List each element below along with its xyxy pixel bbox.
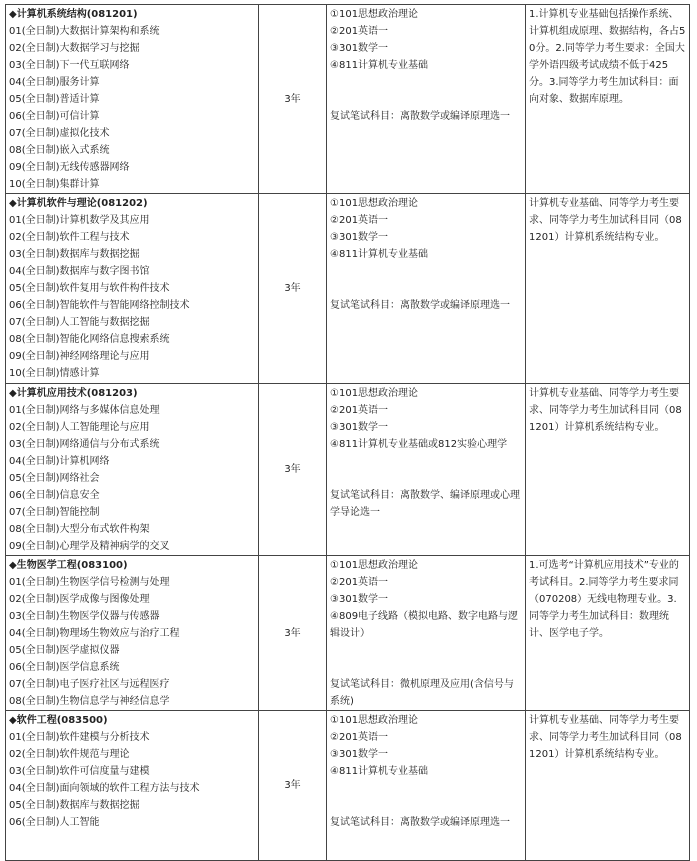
exam-subject: ④811计算机专业基础 <box>330 766 429 777</box>
exam-subject: ③301数学一 <box>330 232 389 243</box>
exam-subject-list <box>330 385 522 453</box>
notes-cell <box>526 194 690 384</box>
exam-subject: ④809电子线路（模拟电路、数字电路与逻辑设计） <box>330 611 519 639</box>
direction-item: 10(全日制)集群计算 <box>9 179 100 190</box>
study-years: 3年 <box>259 194 327 384</box>
direction-item: 02(全日制)人工智能理论与应用 <box>9 422 150 433</box>
direction-list <box>9 23 255 193</box>
retest-subjects: 复试笔试科目：离散数学或编译原理选一 <box>330 111 510 122</box>
program-row <box>6 384 690 556</box>
notes-cell <box>526 711 690 861</box>
exam-subject-list <box>330 712 522 780</box>
exam-gap <box>330 263 522 297</box>
direction-item: 09(全日制)无线传感器网络 <box>9 162 130 173</box>
direction-item: 05(全日制)软件复用与软件构件技术 <box>9 283 170 294</box>
exam-subject: ③301数学一 <box>330 594 389 605</box>
program-note: 1.可选考“计算机应用技术”专业的考试科目。2.同等学力考生要求同（070208）无线电物理专业。3.同等学力考生加试科目：数理统计、医学电子学。 <box>529 560 679 639</box>
program-row <box>6 556 690 711</box>
exam-subject-list <box>330 195 522 263</box>
retest-subjects: 复试笔试科目：离散数学或编译原理选一 <box>330 817 510 828</box>
direction-item: 01(全日制)网络与多媒体信息处理 <box>9 405 160 416</box>
program-row <box>6 194 690 384</box>
exam-subject: ③301数学一 <box>330 43 389 54</box>
study-years: 3年 <box>259 556 327 711</box>
direction-item: 01(全日制)计算机数学及其应用 <box>9 215 150 226</box>
notes-cell <box>526 5 690 194</box>
direction-item: 08(全日制)大型分布式软件构架 <box>9 524 150 535</box>
program-cell <box>6 5 259 194</box>
program-cell <box>6 194 259 384</box>
exam-subject: ④811计算机专业基础 <box>330 249 429 260</box>
retest-subjects: 复试笔试科目：离散数学、编译原理或心理学导论选一 <box>330 490 520 518</box>
program-title: ◆软件工程(083500) <box>9 715 108 726</box>
direction-item: 08(全日制)嵌入式系统 <box>9 145 110 156</box>
program-title: ◆计算机软件与理论(081202) <box>9 198 148 209</box>
direction-item: 06(全日制)医学信息系统 <box>9 662 120 673</box>
direction-item: 04(全日制)计算机网络 <box>9 456 110 467</box>
direction-list <box>9 729 255 831</box>
program-cell <box>6 711 259 861</box>
exam-subject: ①101思想政治理论 <box>330 9 419 20</box>
direction-item: 09(全日制)神经网络理论与应用 <box>9 351 150 362</box>
exam-gap <box>330 453 522 487</box>
exam-subjects-cell <box>327 384 526 556</box>
direction-item: 04(全日制)物理场生物效应与治疗工程 <box>9 628 180 639</box>
direction-item: 05(全日制)普适计算 <box>9 94 100 105</box>
program-title: ◆计算机应用技术(081203) <box>9 388 138 399</box>
direction-item: 05(全日制)医学虚拟仪器 <box>9 645 120 656</box>
program-note: 计算机专业基础、同等学力考生要求、同等学力考生加试科目同（081201）计算机系统结构专业。 <box>529 715 682 760</box>
direction-item: 05(全日制)网络社会 <box>9 473 100 484</box>
direction-item: 07(全日制)虚拟化技术 <box>9 128 110 139</box>
exam-subjects-cell <box>327 711 526 861</box>
program-row <box>6 711 690 861</box>
exam-subject: ①101思想政治理论 <box>330 388 419 399</box>
program-row <box>6 5 690 194</box>
direction-item: 10(全日制)情感计算 <box>9 368 100 379</box>
direction-item: 03(全日制)软件可信度量与建模 <box>9 766 150 777</box>
exam-subject: ②201英语一 <box>330 215 389 226</box>
exam-subject: ①101思想政治理论 <box>330 560 419 571</box>
program-cell <box>6 384 259 556</box>
program-note: 计算机专业基础、同等学力考生要求、同等学力考生加试科目同（081201）计算机系统结构专业。 <box>529 198 682 243</box>
program-note: 计算机专业基础、同等学力考生要求、同等学力考生加试科目同（081201）计算机系统结构专业。 <box>529 388 682 433</box>
exam-subjects-cell <box>327 194 526 384</box>
direction-item: 04(全日制)面向领域的软件工程方法与技术 <box>9 783 200 794</box>
direction-list <box>9 574 255 710</box>
direction-item: 09(全日制)心理学及精神病学的交叉 <box>9 541 170 552</box>
study-years: 3年 <box>259 5 327 194</box>
direction-item: 02(全日制)大数据学习与挖掘 <box>9 43 140 54</box>
exam-subject: ④811计算机专业基础 <box>330 60 429 71</box>
direction-item: 06(全日制)可信计算 <box>9 111 100 122</box>
program-title: ◆计算机系统结构(081201) <box>9 9 138 20</box>
notes-cell <box>526 556 690 711</box>
exam-subject: ②201英语一 <box>330 577 389 588</box>
exam-subject: ②201英语一 <box>330 26 389 37</box>
program-title: ◆生物医学工程(083100) <box>9 560 128 571</box>
exam-subject: ②201英语一 <box>330 405 389 416</box>
direction-item: 01(全日制)生物医学信号检测与处理 <box>9 577 170 588</box>
retest-subjects: 复试笔试科目：微机原理及应用(含信号与系统) <box>330 679 514 707</box>
exam-subject: ①101思想政治理论 <box>330 198 419 209</box>
exam-subject: ②201英语一 <box>330 732 389 743</box>
study-years: 3年 <box>259 711 327 861</box>
direction-item: 05(全日制)数据库与数据挖掘 <box>9 800 140 811</box>
direction-item: 01(全日制)软件建模与分析技术 <box>9 732 150 743</box>
direction-item: 02(全日制)软件工程与技术 <box>9 232 130 243</box>
notes-cell <box>526 384 690 556</box>
direction-item: 04(全日制)服务计算 <box>9 77 100 88</box>
direction-list <box>9 402 255 555</box>
direction-item: 03(全日制)下一代互联网络 <box>9 60 130 71</box>
direction-item: 02(全日制)软件规范与理论 <box>9 749 130 760</box>
exam-subject: ③301数学一 <box>330 422 389 433</box>
admissions-table <box>5 4 690 861</box>
direction-item: 04(全日制)数据库与数字图书馆 <box>9 266 150 277</box>
direction-item: 07(全日制)电子医疗社区与远程医疗 <box>9 679 170 690</box>
direction-item: 06(全日制)智能软件与智能网络控制技术 <box>9 300 190 311</box>
exam-gap <box>330 780 522 814</box>
direction-item: 08(全日制)智能化网络信息搜索系统 <box>9 334 170 345</box>
study-years: 3年 <box>259 384 327 556</box>
direction-item: 03(全日制)生物医学仪器与传感器 <box>9 611 160 622</box>
exam-subject-list <box>330 557 522 642</box>
exam-subject-list <box>330 6 522 74</box>
exam-subjects-cell <box>327 556 526 711</box>
direction-list <box>9 212 255 382</box>
exam-subject: ①101思想政治理论 <box>330 715 419 726</box>
direction-item: 07(全日制)智能控制 <box>9 507 100 518</box>
direction-item: 03(全日制)网络通信与分布式系统 <box>9 439 160 450</box>
direction-item: 01(全日制)大数据计算架构和系统 <box>9 26 160 37</box>
exam-gap <box>330 642 522 676</box>
exam-gap <box>330 74 522 108</box>
exam-subject: ④811计算机专业基础或812实验心理学 <box>330 439 508 450</box>
program-cell <box>6 556 259 711</box>
direction-item: 06(全日制)人工智能 <box>9 817 100 828</box>
direction-item: 08(全日制)生物信息学与神经信息学 <box>9 696 170 707</box>
direction-item: 06(全日制)信息安全 <box>9 490 100 501</box>
direction-item: 03(全日制)数据库与数据挖掘 <box>9 249 140 260</box>
exam-subject: ③301数学一 <box>330 749 389 760</box>
exam-subjects-cell <box>327 5 526 194</box>
direction-item: 02(全日制)医学成像与图像处理 <box>9 594 150 605</box>
direction-item: 07(全日制)人工智能与数据挖掘 <box>9 317 150 328</box>
program-note: 1.计算机专业基础包括操作系统、计算机组成原理、数据结构，各占50分。2.同等学力考生要求：全国大学外语四级考试成绩不低于425分。3.同等学力考生加试科目：面向对象、数据库原理。 <box>529 9 686 105</box>
retest-subjects: 复试笔试科目：离散数学或编译原理选一 <box>330 300 510 311</box>
